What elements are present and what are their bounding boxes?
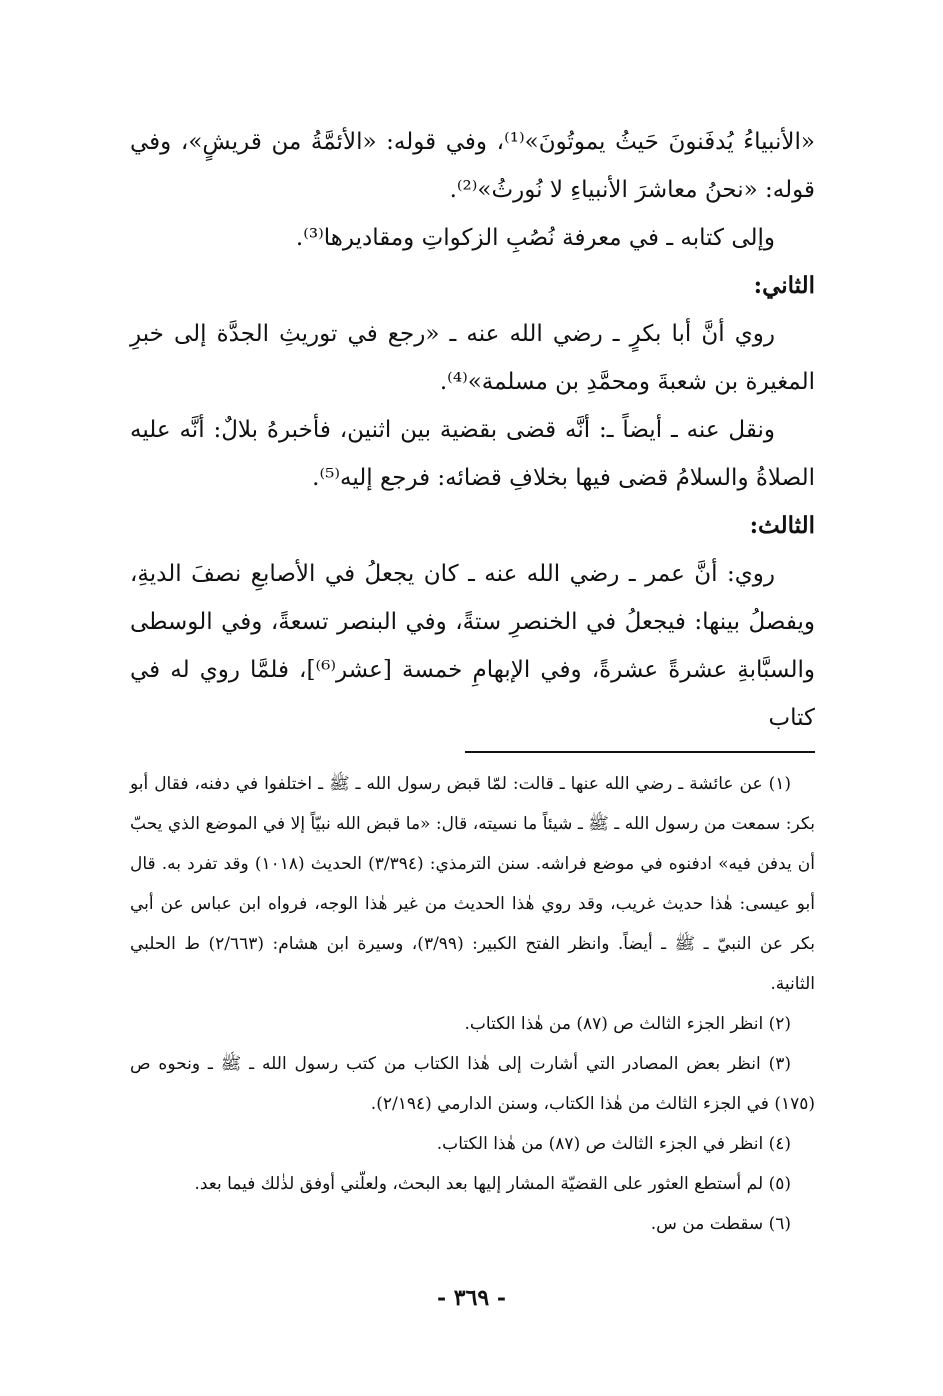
- heading-third: الثالث:: [749, 512, 815, 539]
- page-number: - ٣٦٩ -: [436, 1285, 507, 1311]
- footnote-separator: [465, 751, 815, 753]
- heading-second: الثاني:: [753, 272, 815, 299]
- paragraph-4: ونقل عنه ـ أيضاً ـ: أنَّه قضى بقضية بين اثنين، فأخبرهُ بلالٌ: أنَّه عليه الصلاةُ والسلامُ قضى فيها بخلافِ قضائه: فرجع إليه⁽⁵⁾.: [130, 417, 815, 491]
- paragraph-1: «الأنبياءُ يُدفَنونَ حَيثُ يموتُونَ»⁽¹⁾، وفي قوله: «الأئمَّةُ من قريشٍ»، وفي قوله: «نحنُ معاشرَ الأنبياءِ لا نُورثُ»⁽²⁾.: [130, 129, 815, 203]
- footnote-1: (١) عن عائشة ـ رضي الله عنها ـ قالت: لمّا قبض رسول الله ـ ﷺ ـ اختلفوا في دفنه، فقال أبو بكر: سمعت من رسول الله ـ ﷺ ـ شيئاً ما نسيته، قال: «ما قبض الله نبيّاً إلا في الموضع الذي يحبّ أن يدفن فيه» ادفنوه في موضع فراشه. سنن الترمذي: (٣/٣٩٤) الحديث (١٠١٨) وقد تفرد به. قال أبو عيسى: هٰذا حديث غريب، وقد روي هٰذا الحديث من غير هٰذا الوجه، فرواه ابن عباس عن أبي بكر عن النبيّ ـ ﷺ ـ أيضاً. وانظر الفتح الكبير: (٣/٩٩)، وسيرة ابن هشام: (٢/٦٦٣) ط الحلبي الثانية.: [130, 774, 815, 994]
- footnote-6: (٦) سقطت من س.: [650, 1214, 791, 1234]
- footnote-5: (٥) لم أستطع العثور على القضيّة المشار إليها بعد البحث، ولعلّني أوفق لذٰلك فيما بعد.: [194, 1174, 791, 1194]
- footnote-2: (٢) انظر الجزء الثالث ص (٨٧) من هٰذا الكتاب.: [464, 1014, 791, 1034]
- paragraph-3: روي أنَّ أبا بكرٍ ـ رضي الله عنه ـ «رجع في توريثِ الجدَّة إلى خبرِ المغيرة بن شعبةَ ومحمَّدِ بن مسلمة»⁽⁴⁾.: [130, 321, 815, 395]
- footnote-4: (٤) انظر في الجزء الثالث ص (٨٧) من هٰذا الكتاب.: [436, 1134, 791, 1154]
- main-text: [130, 118, 815, 742]
- paragraph-2: وإلى كتابه ـ في معرفة نُصُبِ الزكواتِ ومقاديرها⁽³⁾.: [295, 225, 775, 251]
- footnote-3: (٣) انظر بعض المصادر التي أشارت إلى هٰذا الكتاب من كتب رسول الله ـ ﷺ ـ ونحوه ص (١٧٥) في الجزء الثالث من هٰذا الكتاب، وسنن الدارمي (٢/١٩٤).: [130, 1054, 815, 1114]
- footnotes: [130, 764, 815, 1244]
- paragraph-5: روي: أنَّ عمر ـ رضي الله عنه ـ كان يجعلُ في الأصابعِ نصفَ الديةِ، ويفصلُ بينها: فيجعلُ في الخنصرِ ستةً، وفي البنصر تسعةً، وفي الوسطى والسبَّابةِ عشرةً عشرةً، وفي الإبهامِ خمسة [عشر⁽⁶⁾]، فلمَّا روي له في كتاب: [130, 561, 815, 731]
